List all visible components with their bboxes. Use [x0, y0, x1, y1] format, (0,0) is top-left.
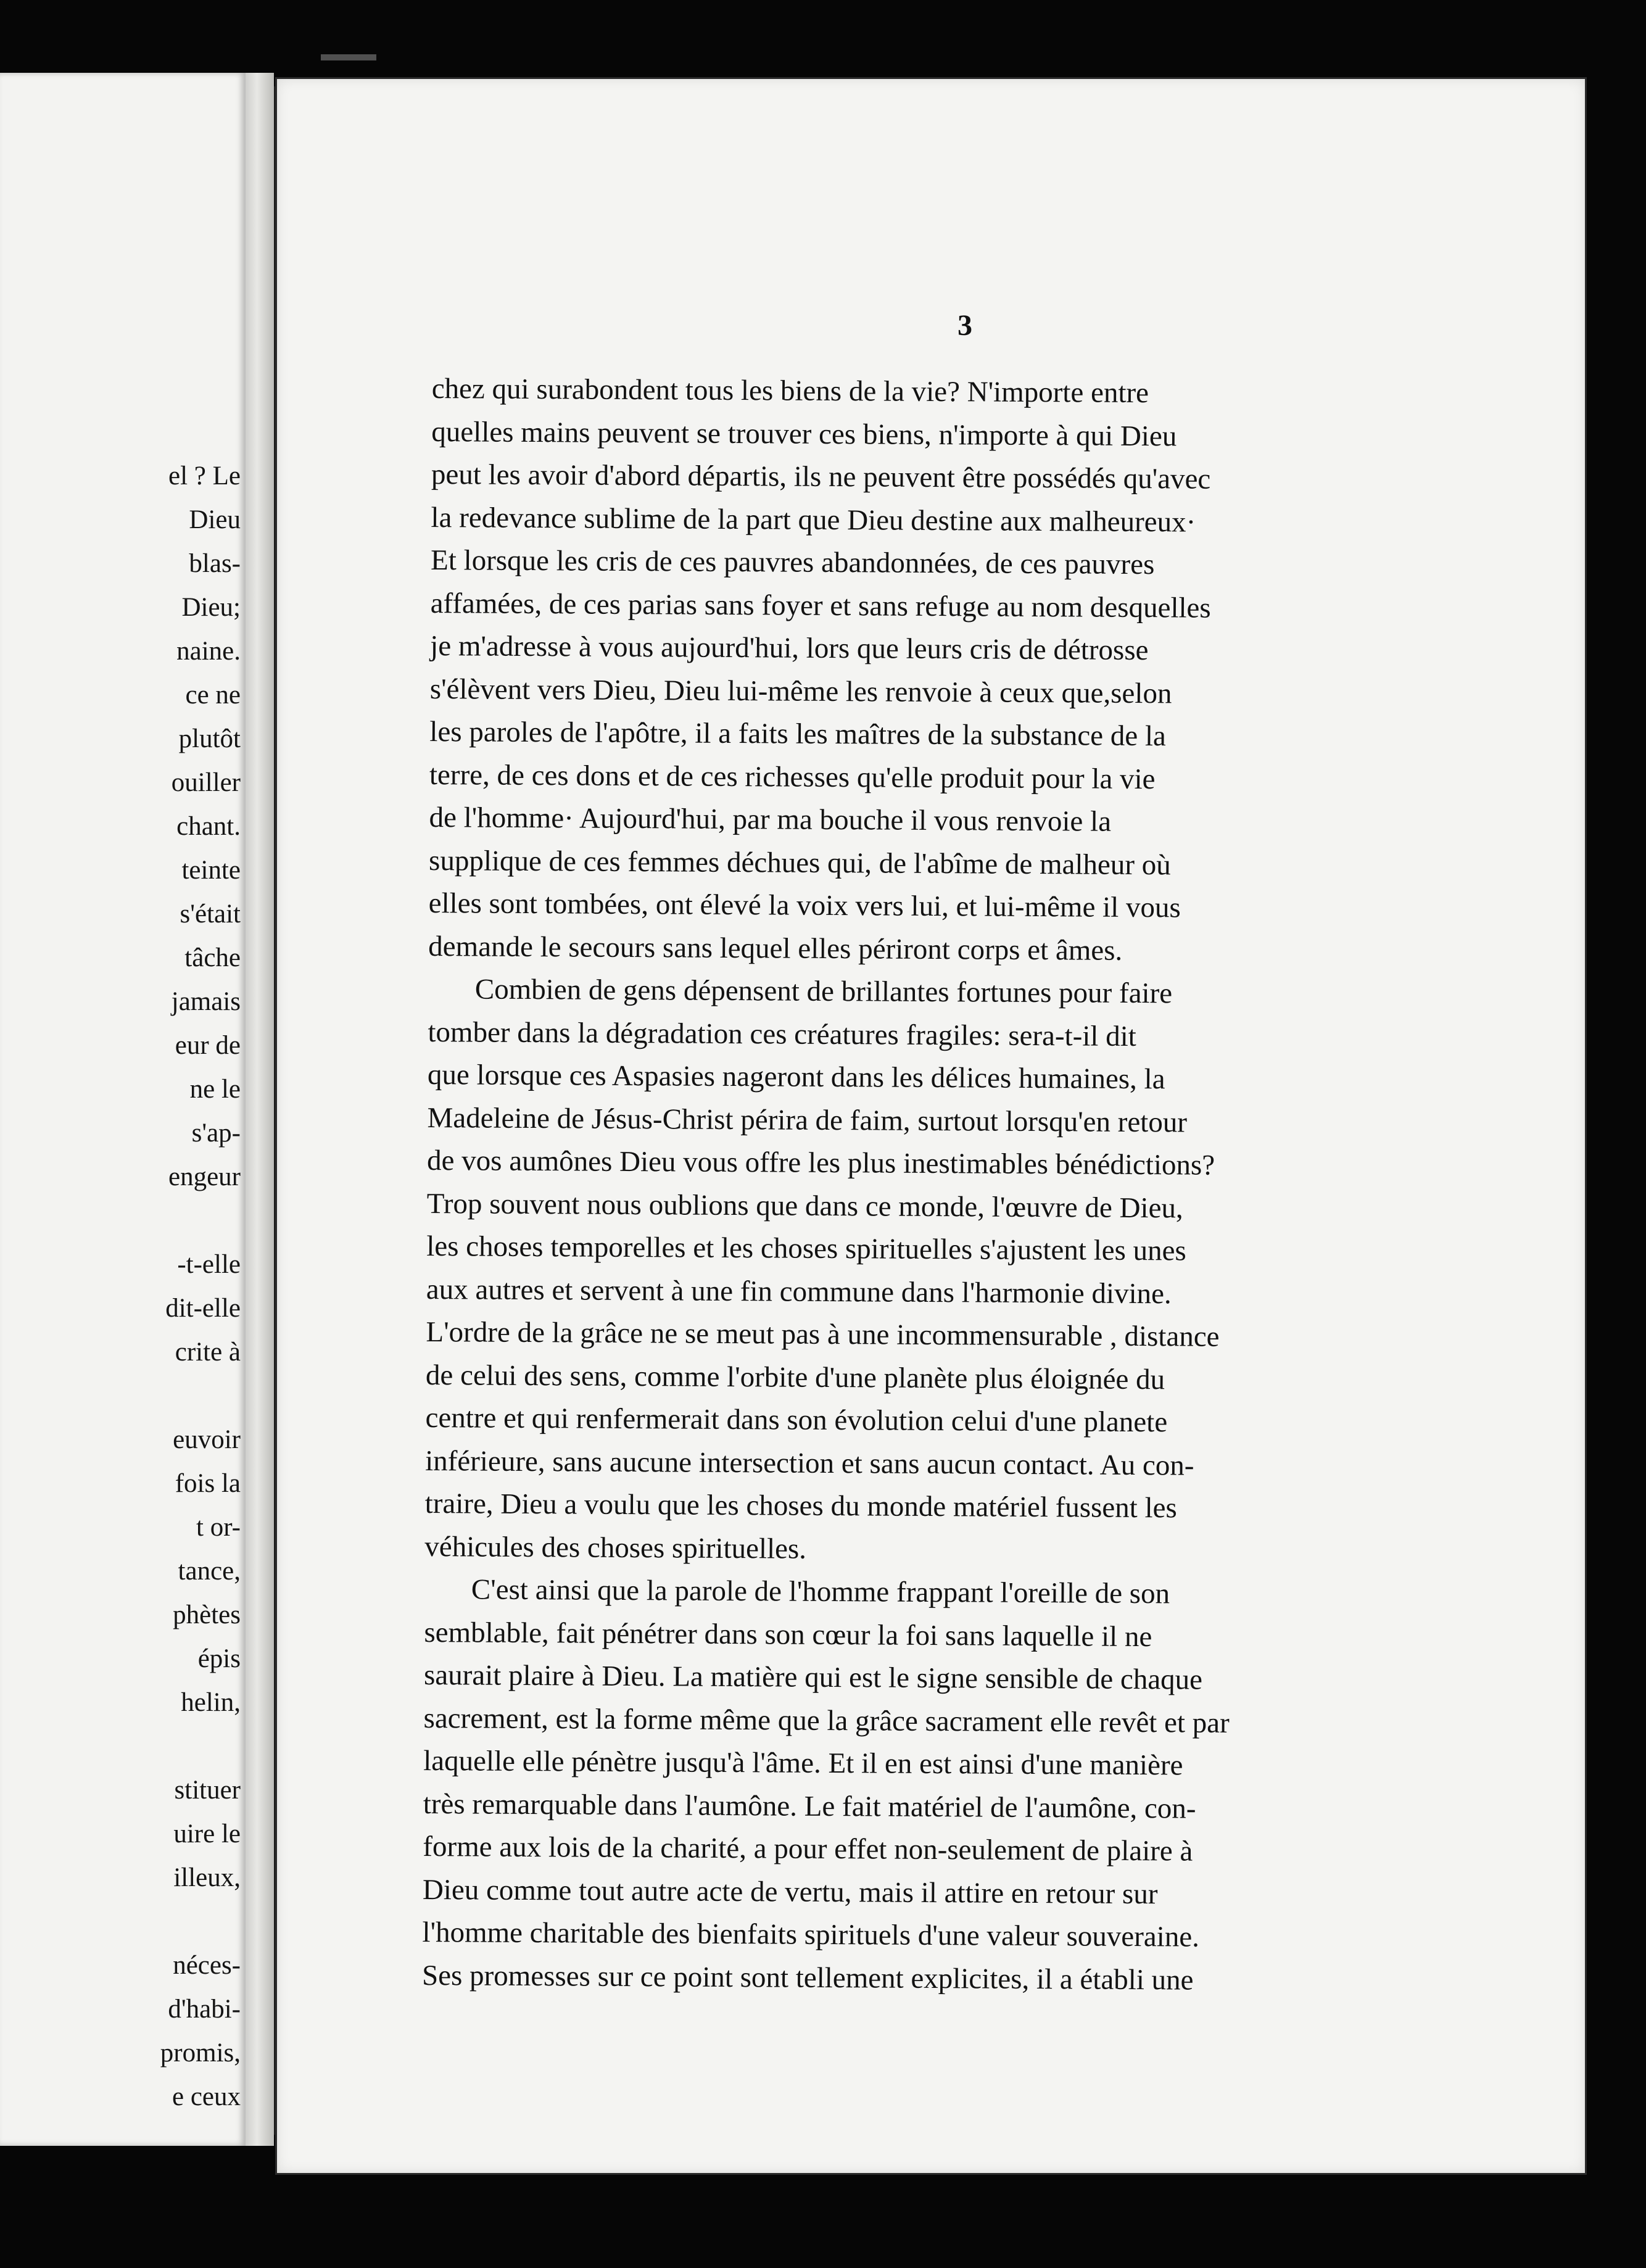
left-page-line	[6, 1724, 241, 1768]
left-page-line: tance,	[178, 1557, 241, 1586]
text-line: quelles mains peuvent se trouver ces biens, n'importe à qui Dieu	[431, 415, 1177, 452]
text-line: laquelle elle pénètre jusqu'à l'âme. Et il en est ainsi d'une manière	[423, 1744, 1183, 1782]
left-page-line: naine.	[176, 637, 241, 666]
left-page-line: jamais	[171, 987, 241, 1016]
text-line: s'élèvent vers Dieu, Dieu lui-même les renvoie à ceux que,selon	[429, 673, 1172, 710]
text-line: elles sont tombées, ont élevé la voix vers lui, et lui-même il vous	[428, 887, 1181, 924]
text-line: forme aux lois de la charité, a pour effet non-seulement de plaire à	[423, 1830, 1193, 1868]
left-page-line: stituer	[174, 1776, 241, 1805]
text-line: que lorsque ces Aspasies nageront dans les délices humaines, la	[427, 1058, 1165, 1096]
body-text	[422, 368, 1399, 2003]
left-page-line: néces-	[173, 1951, 241, 1980]
left-page-line: -t-elle	[177, 1250, 241, 1279]
text-line: terre, de ces dons et de ces richesses qu'elle produit pour la vie	[429, 758, 1156, 795]
text-line: Madeleine de Jésus-Christ périra de faim, surtout lorsqu'en retour	[427, 1101, 1188, 1138]
left-page-line	[6, 1900, 241, 1943]
text-line: Et lorsque les cris de ces pauvres abandonnées, de ces pauvres	[430, 544, 1155, 581]
text-line: demande le secours sans lequel elles périront corps et âmes.	[428, 930, 1123, 967]
left-page-line: épis	[197, 1644, 241, 1673]
left-page-line	[6, 1374, 241, 1418]
text-line: Trop souvent nous oublions que dans ce monde, l'œuvre de Dieu,	[426, 1187, 1183, 1224]
text-line: les choses temporelles et les choses spirituelles s'ajustent les unes	[426, 1230, 1186, 1267]
left-page-line: d'habi-	[168, 1995, 241, 2024]
left-page-line: s'ap-	[191, 1119, 241, 1148]
left-page-line: eur de	[175, 1031, 241, 1060]
text-line: l'homme charitable des bienfaits spirituels d'une valeur souveraine.	[422, 1916, 1200, 1953]
left-page-line: Dieu;	[181, 593, 241, 622]
left-page-text	[6, 454, 241, 2119]
left-page-line	[6, 1199, 241, 1243]
text-line: je m'adresse à vous aujourd'hui, lors que leurs cris de détrosse	[430, 629, 1149, 667]
text-line: Ses promesses sur ce point sont tellement explicites, il a établi une	[421, 1959, 1194, 1997]
text-line: de celui des sens, comme l'orbite d'une planète plus éloignée du	[425, 1359, 1165, 1396]
left-page-line: chant.	[176, 812, 241, 841]
left-page-line: teinte	[181, 856, 241, 885]
left-page-line: euvoir	[173, 1425, 241, 1454]
left-page-line: dit-elle	[165, 1294, 241, 1323]
text-line: très remarquable dans l'aumône. Le fait matériel de l'aumône, con-	[423, 1787, 1196, 1825]
page-number: 3	[957, 309, 972, 342]
text-line: affamées, de ces parias sans foyer et sans refuge au nom desquelles	[430, 587, 1211, 624]
left-page-line: phètes	[173, 1600, 241, 1629]
left-page	[0, 73, 246, 2146]
left-page-line: plutôt	[178, 724, 241, 753]
text-line: aux autres et servent à une fin commune dans l'harmonie divine.	[426, 1273, 1172, 1310]
text-line: Dieu comme tout autre acte de vertu, mais il attire en retour sur	[422, 1873, 1158, 1910]
text-line: saurait plaire à Dieu. La matière qui est le signe sensible de chaque	[423, 1658, 1203, 1696]
text-line: Combien de gens dépensent de brillantes fortunes pour faire	[474, 973, 1173, 1010]
text-line: sacrement, est la forme même que la grâce sacrament elle revêt et par	[423, 1702, 1230, 1739]
left-page-line: promis,	[160, 2038, 241, 2067]
text-line: peut les avoir d'abord départis, ils ne peuvent être possédés qu'avec	[431, 458, 1211, 495]
left-page-line: el ? Le	[168, 461, 241, 490]
left-page-line: illeux,	[173, 1863, 241, 1892]
left-page-line: tâche	[184, 943, 241, 972]
left-page-line: ouiller	[171, 768, 241, 797]
left-page-line: uire le	[173, 1819, 241, 1848]
text-line: inférieure, sans aucune intersection et sans aucun contact. Au con-	[425, 1444, 1194, 1482]
page-fold	[246, 73, 274, 2146]
text-line: L'ordre de la grâce ne se meut pas à une incommensurable , distance	[426, 1315, 1220, 1353]
left-page-line: ce ne	[185, 681, 241, 710]
left-page-line: engeur	[168, 1162, 241, 1191]
left-page-line: t or-	[196, 1513, 241, 1542]
text-line: la redevance sublime de la part que Dieu destine aux malheureux·	[431, 501, 1196, 539]
scan-smudge	[321, 54, 376, 60]
text-line: de vos aumônes Dieu vous offre les plus inestimables bénédictions?	[426, 1144, 1215, 1182]
text-line: semblable, fait pénétrer dans son cœur la foi sans laquelle il ne	[424, 1616, 1152, 1653]
left-page-line: helin,	[181, 1688, 241, 1717]
text-line: supplique de ces femmes déchues qui, de l'abîme de malheur où	[428, 844, 1171, 881]
text-line: de l'homme· Aujourd'hui, par ma bouche il vous renvoie la	[429, 801, 1112, 838]
text-line: tomber dans la dégradation ces créatures fragiles: sera-t-il dit	[428, 1016, 1136, 1053]
left-page-line: s'était	[180, 900, 241, 929]
left-page-line: Dieu	[189, 505, 241, 534]
text-line: les paroles de l'apôtre, il a faits les maîtres de la substance de la	[429, 715, 1167, 753]
left-page-line: e ceux	[172, 2082, 241, 2111]
text-line: chez qui surabondent tous les biens de la vie? N'importe entre	[431, 372, 1149, 410]
left-page-line: blas-	[189, 549, 241, 578]
text-line: véhicules des choses spirituelles.	[424, 1530, 807, 1565]
left-page-line: ne le	[189, 1075, 241, 1104]
left-page-line: crite à	[175, 1338, 241, 1367]
text-line: C'est ainsi que la parole de l'homme frappant l'oreille de son	[471, 1573, 1170, 1610]
text-line: centre et qui renfermerait dans son évolution celui d'une planete	[425, 1401, 1168, 1439]
left-page-line: fois la	[175, 1469, 241, 1498]
text-line: traire, Dieu a voulu que les choses du monde matériel fussent les	[424, 1487, 1177, 1525]
